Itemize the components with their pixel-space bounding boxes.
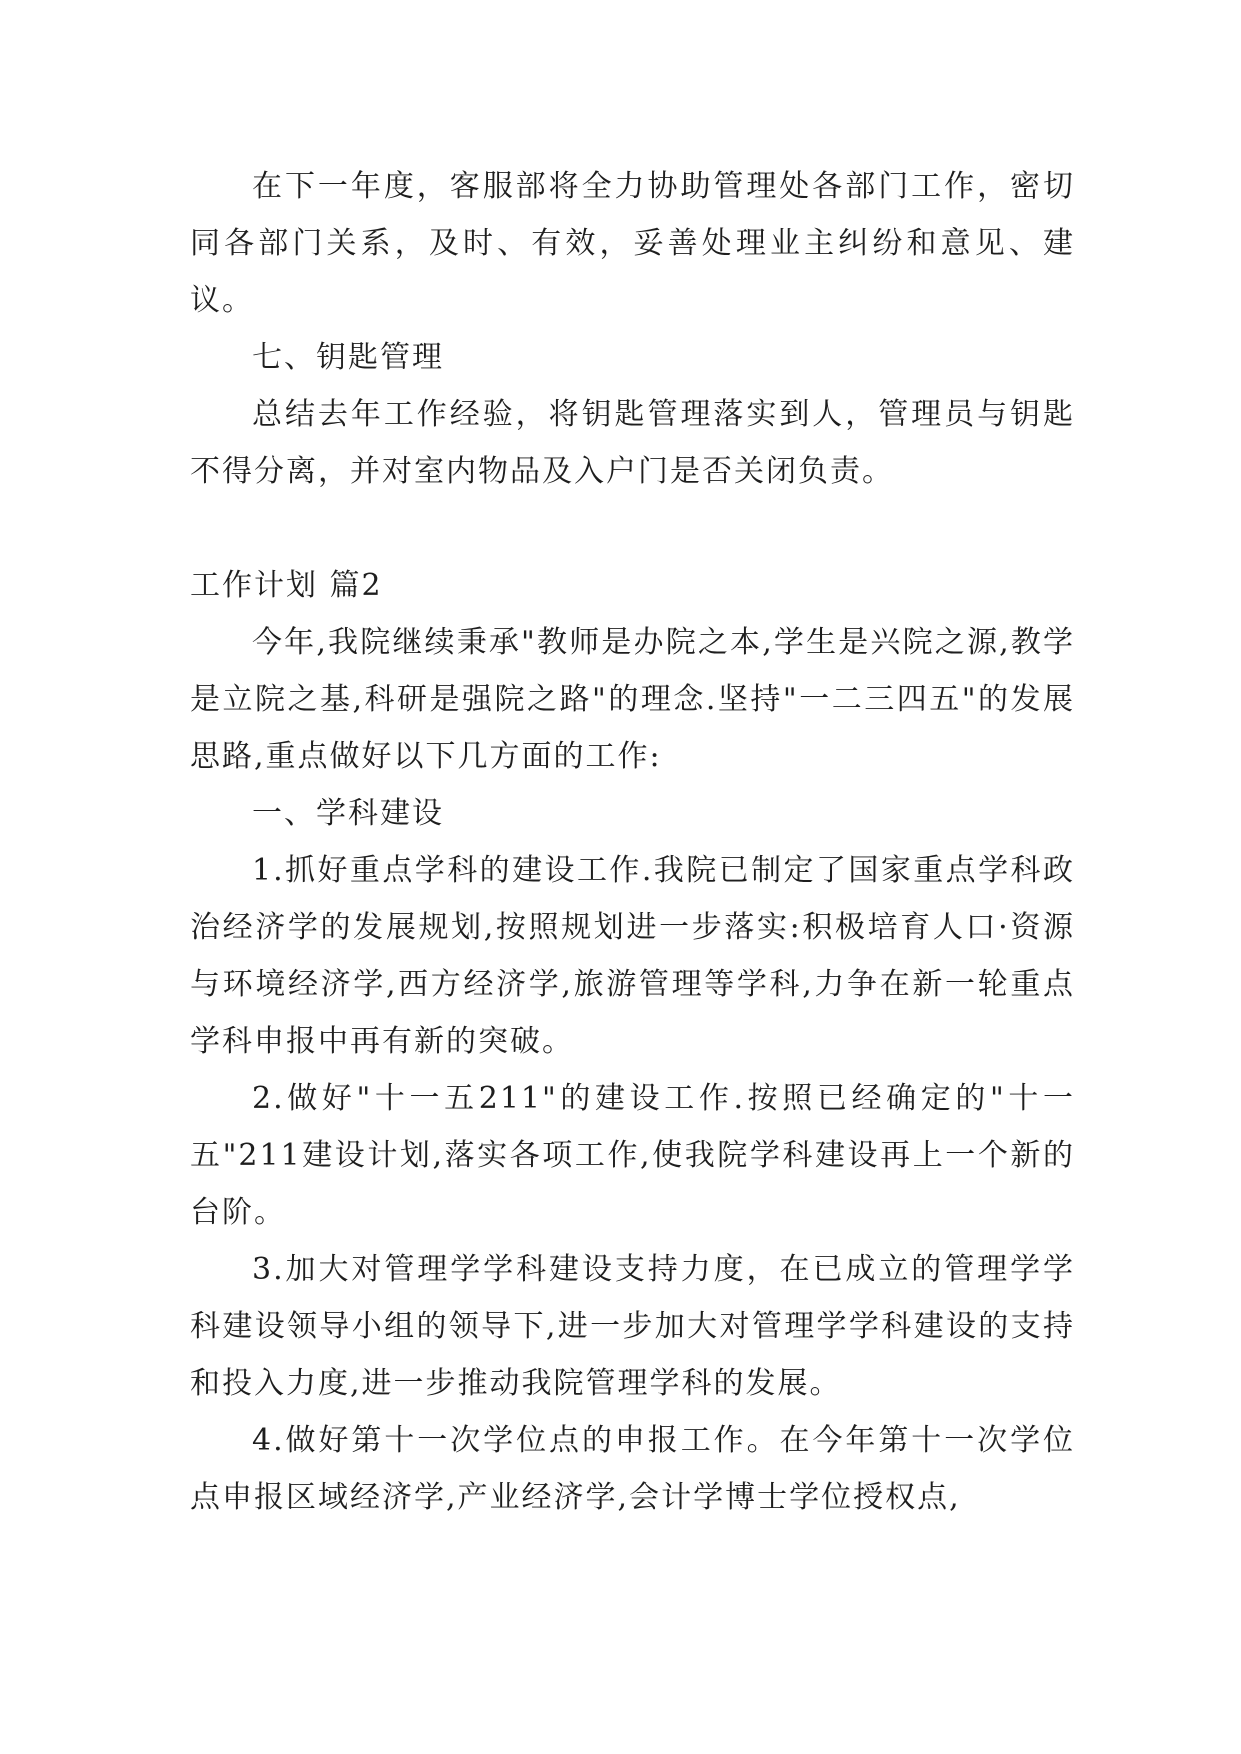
list-item-1: 1.抓好重点学科的建设工作.我院已制定了国家重点学科政治经济学的发展规划,按照规划进一步落实:积极培育人口·资源与环境经济学,西方经济学,旅游管理等学科,力争在新一轮重点学科申报中再有新的突破。 [190, 853, 1075, 1059]
section-title: 工作计划 篇2 [190, 568, 383, 603]
heading-key-management: 七、钥匙管理 [252, 340, 444, 375]
list-item-3: 3.加大对管理学学科建设支持力度，在已成立的管理学学科建设领导小组的领导下,进一步加大对管理学学科建设的支持和投入力度,进一步推动我院管理学科的发展。 [190, 1252, 1075, 1401]
document-body [190, 158, 1075, 1526]
heading-discipline-construction: 一、学科建设 [252, 796, 444, 831]
paragraph-intro: 今年,我院继续秉承"教师是办院之本,学生是兴院之源,教学是立院之基,科研是强院之路"的理念.坚持"一二三四五"的发展思路,重点做好以下几方面的工作: [190, 625, 1075, 774]
paragraph-customer-service: 在下一年度，客服部将全力协助管理处各部门工作，密切同各部门关系，及时、有效，妥善处理业主纠纷和意见、建议。 [190, 169, 1075, 318]
list-item-2: 2.做好"十一五211"的建设工作.按照已经确定的"十一五"211建设计划,落实各项工作,使我院学科建设再上一个新的台阶。 [190, 1081, 1075, 1230]
list-item-4: 4.做好第十一次学位点的申报工作。在今年第十一次学位点申报区域经济学,产业经济学,会计学博士学位授权点, [190, 1423, 1075, 1515]
paragraph-key-management: 总结去年工作经验，将钥匙管理落实到人，管理员与钥匙不得分离，并对室内物品及入户门是否关闭负责。 [190, 397, 1075, 489]
